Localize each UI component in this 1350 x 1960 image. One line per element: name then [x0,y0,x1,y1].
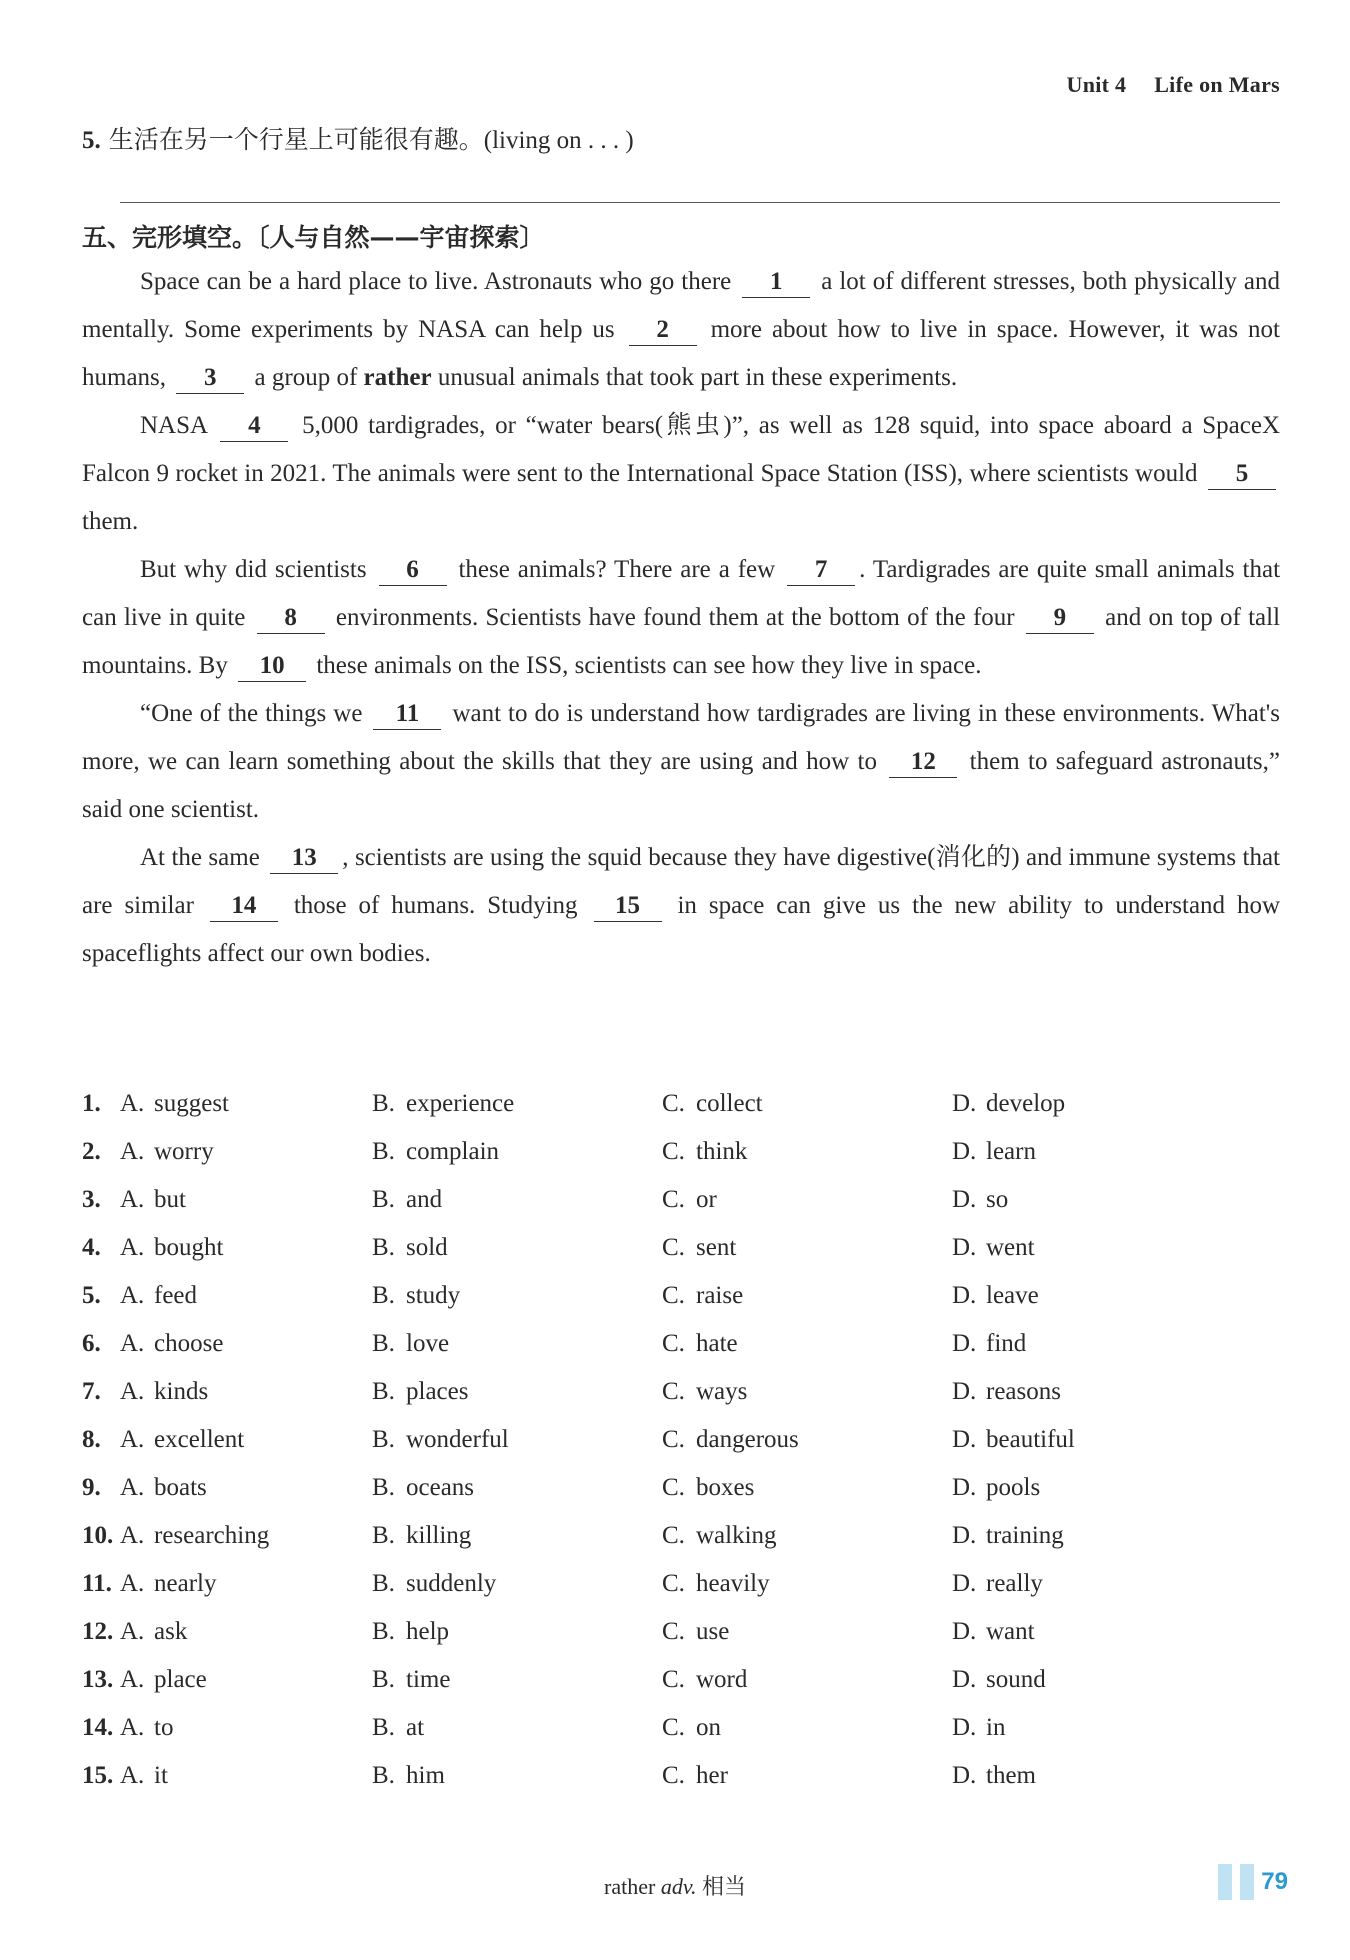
option-d[interactable] [952,1426,1242,1454]
option-text: walking [696,1522,777,1549]
option-b[interactable] [372,1714,662,1742]
glossary-meaning: 相当 [701,1874,746,1899]
option-text: reasons [986,1378,1061,1405]
option-b[interactable] [372,1474,662,1502]
paragraph-4 [82,690,1280,834]
option-d[interactable] [952,1330,1242,1358]
page-number: 79 [1261,1868,1288,1895]
option-a[interactable] [120,1714,372,1742]
option-c[interactable] [662,1714,952,1742]
option-letter: C. [662,1666,685,1693]
option-letter: A. [120,1426,145,1453]
option-letter: B. [372,1426,395,1453]
option-text: training [986,1522,1064,1549]
option-letter: B. [372,1234,395,1261]
passage-text: At the same [140,844,260,871]
option-text: places [406,1378,469,1405]
option-text: suddenly [406,1570,497,1597]
option-c[interactable] [662,1234,952,1262]
option-number: 9. [82,1474,101,1501]
passage-text: “One of the things we [140,700,363,727]
option-text: him [406,1762,445,1789]
glossary-pos: adv. [660,1874,697,1899]
option-letter: A. [120,1138,145,1165]
option-d[interactable] [952,1570,1242,1598]
option-letter: A. [120,1714,145,1741]
option-letter: A. [120,1762,145,1789]
option-text: ask [154,1618,188,1645]
option-letter: D. [952,1234,977,1261]
option-text: place [154,1666,207,1693]
option-text: use [696,1618,730,1645]
option-letter: A. [120,1522,145,1549]
option-a[interactable] [120,1666,372,1694]
blank-15[interactable]: 15 [594,891,662,922]
option-letter: A. [120,1330,145,1357]
paragraph-1 [82,258,1280,402]
paragraph-3 [82,546,1280,690]
option-a[interactable] [120,1426,372,1454]
footer-glossary [0,1870,1350,1901]
passage-text: . Tardigrades are quite small animals that can live in quite [82,556,1281,631]
option-text: boats [154,1474,207,1501]
option-a[interactable] [120,1762,372,1790]
option-number: 11. [82,1570,112,1597]
option-text: it [154,1762,168,1789]
option-letter: C. [662,1186,685,1213]
option-text: choose [154,1330,224,1357]
option-letter: D. [952,1522,977,1549]
option-row [82,1416,1282,1464]
option-number: 13. [82,1666,114,1693]
option-b[interactable] [372,1570,662,1598]
option-c[interactable] [662,1570,952,1598]
option-text: hate [696,1330,738,1357]
option-text: ways [696,1378,748,1405]
option-letter: C. [662,1378,685,1405]
option-row [82,1752,1282,1800]
option-c[interactable] [662,1762,952,1790]
option-text: sold [406,1234,448,1261]
option-number: 1. [82,1090,101,1117]
passage-text: environments. Scientists have found them at the bottom of the four [335,604,1015,631]
running-header [1067,72,1281,98]
option-letter: C. [662,1234,685,1261]
option-letter: B. [372,1714,395,1741]
option-b[interactable] [372,1378,662,1406]
option-text: sent [696,1234,737,1261]
option-letter: B. [372,1090,395,1117]
option-a[interactable] [120,1618,372,1646]
option-text: want [986,1618,1035,1645]
paragraph-2 [82,402,1280,546]
option-letter: C. [662,1330,685,1357]
option-text: love [406,1330,450,1357]
option-d[interactable] [952,1282,1242,1310]
decorative-bar [1240,1864,1254,1900]
blank-11[interactable]: 11 [373,699,441,730]
option-row [82,1608,1282,1656]
option-letter: C. [662,1474,685,1501]
option-letter: B. [372,1186,395,1213]
option-c[interactable] [662,1090,952,1118]
option-number: 5. [82,1282,101,1309]
option-letter: A. [120,1474,145,1501]
option-number: 7. [82,1378,101,1405]
passage-text: want to do is understand how tardigrades are living in these environments. What's more, we can learn something about the skills that they are using and how to [82,700,1281,775]
option-b[interactable] [372,1618,662,1646]
passage-text: them. [82,508,139,535]
option-letter: B. [372,1762,395,1789]
option-b[interactable] [372,1138,662,1166]
option-letter: D. [952,1714,977,1741]
option-letter: A. [120,1570,145,1597]
option-letter: D. [952,1138,977,1165]
blank-6[interactable]: 6 [379,555,447,586]
option-letter: B. [372,1282,395,1309]
option-b[interactable] [372,1762,662,1790]
option-row [82,1224,1282,1272]
option-number: 15. [82,1762,114,1789]
option-c[interactable] [662,1282,952,1310]
option-letter: B. [372,1330,395,1357]
option-number: 4. [82,1234,101,1261]
option-text: boxes [696,1474,755,1501]
option-d[interactable] [952,1522,1242,1550]
option-c[interactable] [662,1330,952,1358]
option-text: kinds [154,1378,209,1405]
option-text: to [154,1714,174,1741]
option-text: time [406,1666,451,1693]
glossary-word: rather [604,1874,656,1899]
blank-4[interactable]: 4 [220,411,288,442]
option-letter: A. [120,1282,145,1309]
passage-text: a group of [254,364,358,391]
option-letter: A. [120,1618,145,1645]
option-text: experience [406,1090,515,1117]
option-text: help [406,1618,450,1645]
option-text: find [986,1330,1027,1357]
option-letter: A. [120,1378,145,1405]
option-text: pools [986,1474,1041,1501]
option-text: beautiful [986,1426,1075,1453]
option-text: suggest [154,1090,229,1117]
option-d[interactable] [952,1762,1242,1790]
option-letter: D. [952,1666,977,1693]
option-c[interactable] [662,1474,952,1502]
option-text: raise [696,1282,744,1309]
blank-5[interactable]: 5 [1208,459,1276,490]
option-c[interactable] [662,1426,952,1454]
option-text: so [986,1186,1009,1213]
translation-question-5 [82,120,634,156]
passage-text: and on top of tall mountains. By [82,604,1281,679]
answer-line[interactable] [120,202,1280,203]
option-c[interactable] [662,1186,952,1214]
option-letter: B. [372,1138,395,1165]
option-text: went [986,1234,1035,1261]
blank-3[interactable]: 3 [176,363,244,394]
answer-options [82,1080,1282,1800]
option-text: in [986,1714,1006,1741]
option-d[interactable] [952,1090,1242,1118]
option-text: word [696,1666,748,1693]
option-b[interactable] [372,1426,662,1454]
option-a[interactable] [120,1474,372,1502]
blank-12[interactable]: 12 [889,747,957,778]
passage-text: those of humans. Studying [293,892,578,919]
option-row [82,1080,1282,1128]
option-number: 14. [82,1714,114,1741]
option-b[interactable] [372,1234,662,1262]
passage-text: 5,000 tardigrades, or “water bears(熊虫)”, as well as 128 squid, into space aboard a SpaceX Falcon 9 rocket in 2021. The animals were sent to the International Space Station (ISS), where scientists would [82,412,1281,487]
option-text: collect [696,1090,763,1117]
option-letter: C. [662,1714,685,1741]
passage-text: , scientists are using the squid because they have digestive(消化的) and immune systems that are similar [82,844,1280,919]
option-d[interactable] [952,1474,1242,1502]
option-letter: B. [372,1618,395,1645]
option-text: oceans [406,1474,475,1501]
option-row [82,1560,1282,1608]
cloze-passage [82,258,1280,978]
passage-text: a lot of different stresses, both physically and mentally. Some experiments by NASA can help us [82,268,1281,343]
option-c[interactable] [662,1618,952,1646]
option-b[interactable] [372,1090,662,1118]
option-letter: B. [372,1522,395,1549]
option-text: heavily [696,1570,770,1597]
passage-text: NASA [140,412,207,439]
option-d[interactable] [952,1186,1242,1214]
passage-text: these animals on the ISS, scientists can see how they live in space. [316,652,982,679]
passage-text: Space can be a hard place to live. Astronauts who go there [140,268,732,295]
option-d[interactable] [952,1378,1242,1406]
option-a[interactable] [120,1090,372,1118]
option-d[interactable] [952,1234,1242,1262]
option-text: at [406,1714,425,1741]
option-letter: D. [952,1570,977,1597]
option-text: researching [154,1522,270,1549]
option-a[interactable] [120,1330,372,1358]
option-d[interactable] [952,1666,1242,1694]
option-letter: A. [120,1666,145,1693]
option-letter: D. [952,1282,977,1309]
option-c[interactable] [662,1522,952,1550]
option-letter: D. [952,1618,977,1645]
option-text: killing [406,1522,472,1549]
option-text: bought [154,1234,224,1261]
option-letter: D. [952,1090,977,1117]
option-b[interactable] [372,1522,662,1550]
option-text: or [696,1186,717,1213]
option-text: learn [986,1138,1036,1165]
unit-label: Unit 4 [1066,72,1127,97]
paragraph-5 [82,834,1280,978]
option-row [82,1464,1282,1512]
option-letter: C. [662,1522,685,1549]
option-text: sound [986,1666,1046,1693]
option-letter: A. [120,1234,145,1261]
option-a[interactable] [120,1138,372,1166]
option-text: nearly [154,1570,217,1597]
blank-2[interactable]: 2 [629,315,697,346]
option-text: and [406,1186,443,1213]
option-letter: D. [952,1186,977,1213]
option-d[interactable] [952,1714,1242,1742]
option-a[interactable] [120,1522,372,1550]
option-text: worry [154,1138,214,1165]
option-text: excellent [154,1426,245,1453]
option-text: really [986,1570,1043,1597]
option-text: think [696,1138,748,1165]
option-letter: C. [662,1282,685,1309]
option-c[interactable] [662,1666,952,1694]
option-letter: C. [662,1618,685,1645]
option-text: study [406,1282,461,1309]
option-letter: D. [952,1474,977,1501]
option-letter: C. [662,1138,685,1165]
option-a[interactable] [120,1186,372,1214]
option-letter: B. [372,1378,395,1405]
option-b[interactable] [372,1186,662,1214]
option-number: 10. [82,1522,114,1549]
option-number: 2. [82,1138,101,1165]
option-row [82,1272,1282,1320]
option-text: complain [406,1138,500,1165]
option-text: her [696,1762,728,1789]
passage-text: in space can give us the new ability to understand how spaceflights affect our own bodies. [82,892,1281,967]
passage-text: But why did scientists [140,556,367,583]
option-text: but [154,1186,186,1213]
option-row [82,1704,1282,1752]
option-letter: D. [952,1762,977,1789]
question-number: 5. [82,127,101,154]
decorative-bar [1218,1864,1232,1900]
option-row [82,1176,1282,1224]
option-letter: C. [662,1762,685,1789]
blank-10[interactable]: 10 [238,651,306,682]
option-d[interactable] [952,1138,1242,1166]
option-letter: D. [952,1330,977,1357]
option-number: 12. [82,1618,114,1645]
blank-8[interactable]: 8 [257,603,325,634]
option-text: dangerous [696,1426,799,1453]
option-row [82,1656,1282,1704]
option-c[interactable] [662,1138,952,1166]
unit-title: Life on Mars [1154,72,1280,97]
option-letter: B. [372,1570,395,1597]
option-letter: C. [662,1090,685,1117]
option-b[interactable] [372,1282,662,1310]
option-letter: B. [372,1474,395,1501]
blank-9[interactable]: 9 [1026,603,1094,634]
option-a[interactable] [120,1234,372,1262]
option-letter: B. [372,1666,395,1693]
option-b[interactable] [372,1666,662,1694]
option-row [82,1512,1282,1560]
option-a[interactable] [120,1282,372,1310]
option-letter: D. [952,1378,977,1405]
option-text: wonderful [406,1426,509,1453]
blank-14[interactable]: 14 [210,891,278,922]
passage-text: them to safeguard astronauts,” said one scientist. [82,748,1280,823]
passage-text: unusual animals that took part in these experiments. [437,364,958,391]
option-a[interactable] [120,1570,372,1598]
option-c[interactable] [662,1378,952,1406]
option-row [82,1128,1282,1176]
blank-13[interactable]: 13 [270,843,338,874]
option-letter: A. [120,1186,145,1213]
option-d[interactable] [952,1618,1242,1646]
question-hint: (living on . . . ) [483,127,634,154]
blank-7[interactable]: 7 [787,555,855,586]
option-letter: D. [952,1426,977,1453]
option-number: 8. [82,1426,101,1453]
bold-word: rather [363,364,432,391]
passage-text: these animals? There are a few [458,556,776,583]
option-a[interactable] [120,1378,372,1406]
option-text: leave [986,1282,1039,1309]
passage-text: more about how to live in space. However, it was not humans, [82,316,1280,391]
option-number: 6. [82,1330,101,1357]
option-text: develop [986,1090,1066,1117]
blank-1[interactable]: 1 [742,267,810,298]
option-letter: C. [662,1426,685,1453]
option-letter: C. [662,1570,685,1597]
option-b[interactable] [372,1330,662,1358]
option-number: 3. [82,1186,101,1213]
option-text: on [696,1714,721,1741]
option-letter: A. [120,1090,145,1117]
option-text: them [986,1762,1036,1789]
question-chinese: 生活在另一个行星上可能很有趣。 [108,125,484,154]
section-title: 五、完形填空。〔人与自然——宇宙探索〕 [82,223,545,252]
option-text: feed [154,1282,198,1309]
option-row [82,1320,1282,1368]
option-row [82,1368,1282,1416]
